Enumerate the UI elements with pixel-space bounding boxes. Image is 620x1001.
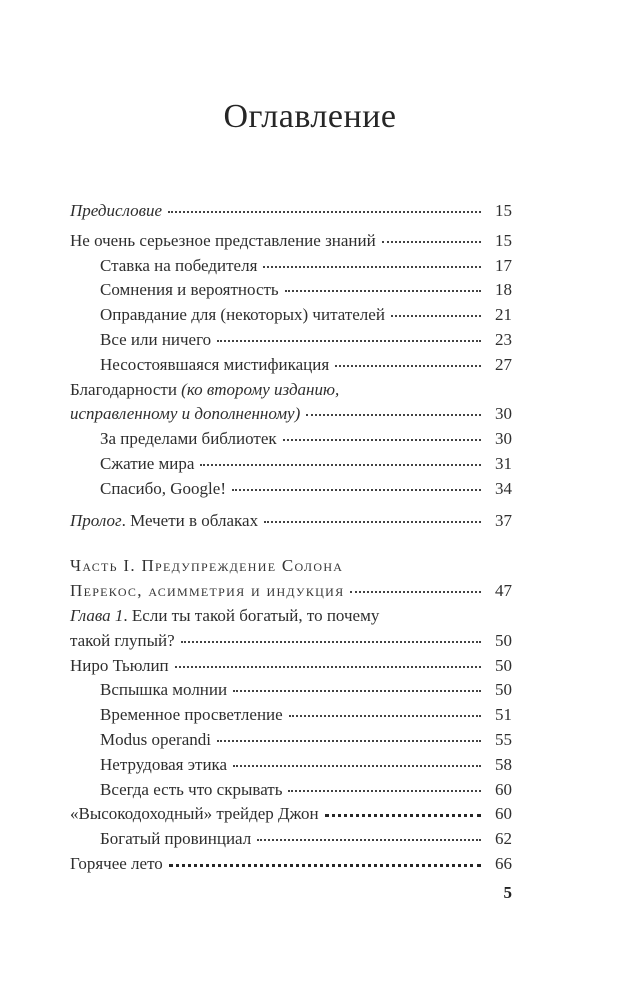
toc-entry-label (70, 579, 344, 604)
toc-entry (70, 254, 512, 279)
toc-entry (70, 303, 512, 328)
toc-entry-page: 58 (495, 754, 512, 774)
page-number: 5 (503, 883, 512, 902)
toc-entry-label (100, 827, 251, 852)
toc-entry-page: 34 (495, 478, 512, 498)
toc-entry-page: 60 (495, 779, 512, 799)
toc-entry (70, 604, 512, 629)
toc-entry-page: 50 (495, 630, 512, 650)
toc-entry-label (70, 629, 175, 654)
toc-entry-text: такой глупый? (70, 630, 175, 650)
toc-entry-label (100, 728, 211, 753)
toc-entry-page: 50 (495, 680, 512, 700)
toc-entry-text: Предисловие (70, 201, 163, 220)
toc-entry-text: Пролог (70, 510, 122, 530)
toc-leader-dots (306, 414, 481, 416)
toc-leader-dots (335, 365, 481, 367)
toc-entry (70, 229, 512, 254)
toc-entry-label (100, 328, 211, 353)
toc-entry (70, 378, 512, 403)
toc-entry-text: Modus operandi (100, 729, 211, 749)
toc-entry-label (100, 278, 279, 303)
toc-entry-text: Глава 1 (70, 605, 124, 625)
toc-leader-dots (264, 521, 481, 523)
toc-entry (70, 703, 512, 728)
toc-entry-label (100, 753, 227, 778)
toc-entry (70, 678, 512, 703)
toc-entry-label (100, 477, 226, 502)
toc-leader-dots (391, 315, 481, 317)
toc-entry-text: Ставка на победителя (100, 255, 258, 275)
toc-entry-label (100, 353, 329, 378)
toc-entry (70, 753, 512, 778)
toc-entry-page: 15 (495, 230, 512, 250)
toc-entry-label (100, 303, 385, 328)
toc-entry (70, 509, 512, 534)
toc-entry-text: Спасибо, Google! (100, 478, 226, 498)
toc-entry (70, 452, 512, 477)
toc-entry (70, 477, 512, 502)
toc-entry-text: исправленному и дополненному) (70, 404, 301, 424)
toc-entry-page: 23 (495, 329, 512, 349)
toc-entry (70, 199, 512, 224)
toc-entry-label (70, 802, 319, 827)
toc-entry-label (100, 703, 283, 728)
toc-entry-page: 27 (495, 354, 512, 374)
toc-entry-label (100, 778, 282, 803)
toc-leader-dots (350, 591, 481, 593)
toc-entry-text: Всегда есть что скрывать (100, 779, 283, 799)
toc-leader-dots (233, 690, 481, 692)
toc-entry (70, 402, 512, 427)
toc-entry-label (70, 509, 258, 534)
toc-entry-text: Богатый провинциал (100, 829, 252, 849)
page-title: Оглавление (223, 98, 397, 135)
toc-entry-page: 30 (495, 429, 512, 449)
toc-list (70, 199, 512, 877)
toc-leader-dots (382, 241, 481, 243)
toc-entry-text: Часть I. Предупреждение Солона (70, 556, 344, 576)
toc-entry-label (70, 402, 300, 427)
toc-entry-page: 30 (495, 404, 512, 424)
toc-entry-page: 17 (495, 255, 512, 275)
toc-entry-page: 60 (495, 804, 512, 824)
toc-leader-dots (283, 439, 481, 441)
toc-entry (70, 278, 512, 303)
toc-entry-text: (ко второму изданию, (181, 379, 340, 399)
toc-entry-text: Вспышка молнии (100, 680, 228, 700)
toc-entry (70, 654, 512, 679)
toc-entry-page: 18 (495, 280, 512, 300)
toc-entry-text: Ниро Тьюлип (70, 655, 169, 675)
toc-entry-text: Сомнения и вероятность (100, 280, 279, 300)
toc-leader-dots (181, 641, 481, 643)
toc-entry-label (70, 654, 169, 679)
toc-entry-label (100, 678, 227, 703)
toc-leader-dots (200, 464, 481, 466)
toc-entry-text: Благодарности (70, 379, 182, 399)
toc-entry-label (70, 229, 376, 254)
toc-entry-label (70, 852, 163, 877)
toc-entry (70, 554, 512, 579)
toc-leader-dots (289, 715, 481, 717)
toc-entry-text: Сжатие мира (100, 453, 195, 473)
toc-entry (70, 579, 512, 604)
toc-leader-dots (175, 666, 481, 668)
toc-entry-text: . Если ты такой богатый, то почему (123, 605, 380, 625)
toc-entry (70, 629, 512, 654)
toc-entry-text: За пределами библиотек (100, 429, 277, 449)
toc-entry (70, 827, 512, 852)
toc-entry-page: 31 (495, 453, 512, 473)
toc-leader-dots (232, 489, 481, 491)
toc-entry-page: 66 (495, 853, 512, 873)
toc-entry-page: 51 (495, 705, 512, 725)
toc-entry-page: 37 (495, 510, 512, 530)
toc-entry-text: Горячее лето (70, 853, 163, 873)
toc-entry (70, 353, 512, 378)
toc-leader-dots (169, 864, 481, 867)
toc-leader-dots (168, 211, 481, 213)
toc-leader-dots (217, 740, 481, 742)
toc-entry (70, 328, 512, 353)
toc-entry-page: 62 (495, 829, 512, 849)
toc-entry (70, 778, 512, 803)
toc-entry-label (70, 604, 379, 629)
toc-entry-text: Оправдание для (некоторых) читателей (100, 305, 385, 325)
toc-entry-text: «Высокодоходный» трейдер Джон (70, 804, 319, 824)
toc-entry-text: Временное просветление (100, 705, 283, 725)
toc-entry-text: . Мечети в облаках (121, 510, 259, 530)
toc-entry (70, 427, 512, 452)
toc-leader-dots (285, 290, 481, 292)
toc-entry-page: 50 (495, 655, 512, 675)
toc-entry-label (70, 554, 343, 579)
toc-entry-page: 15 (495, 201, 512, 220)
toc-entry-label (70, 378, 339, 403)
toc-entry-text: Все или ничего (100, 329, 212, 349)
toc-entry-page: 47 (495, 581, 512, 601)
toc-entry-text: Нетрудовая этика (100, 754, 228, 774)
toc-entry (70, 802, 512, 827)
toc-entry-page: 55 (495, 729, 512, 749)
toc-leader-dots (263, 266, 481, 268)
toc-entry-page: 21 (495, 305, 512, 325)
toc-entry-text: Несостоявшаяся мистификация (100, 354, 330, 374)
toc-entry-label (100, 427, 277, 452)
toc-entry (70, 728, 512, 753)
toc-entry-label (100, 452, 194, 477)
toc-leader-dots (233, 765, 481, 767)
toc-leader-dots (325, 814, 481, 817)
toc-leader-dots (217, 340, 481, 342)
toc-leader-dots (257, 839, 481, 841)
toc-entry (70, 852, 512, 877)
toc-entry-text: Перекос, асимметрия и индукция (70, 581, 345, 601)
toc-entry-label (100, 254, 257, 279)
toc-entry-text: Не очень серьезное представление знаний (70, 230, 376, 250)
toc-entry-label (70, 199, 162, 224)
toc-leader-dots (288, 790, 481, 792)
